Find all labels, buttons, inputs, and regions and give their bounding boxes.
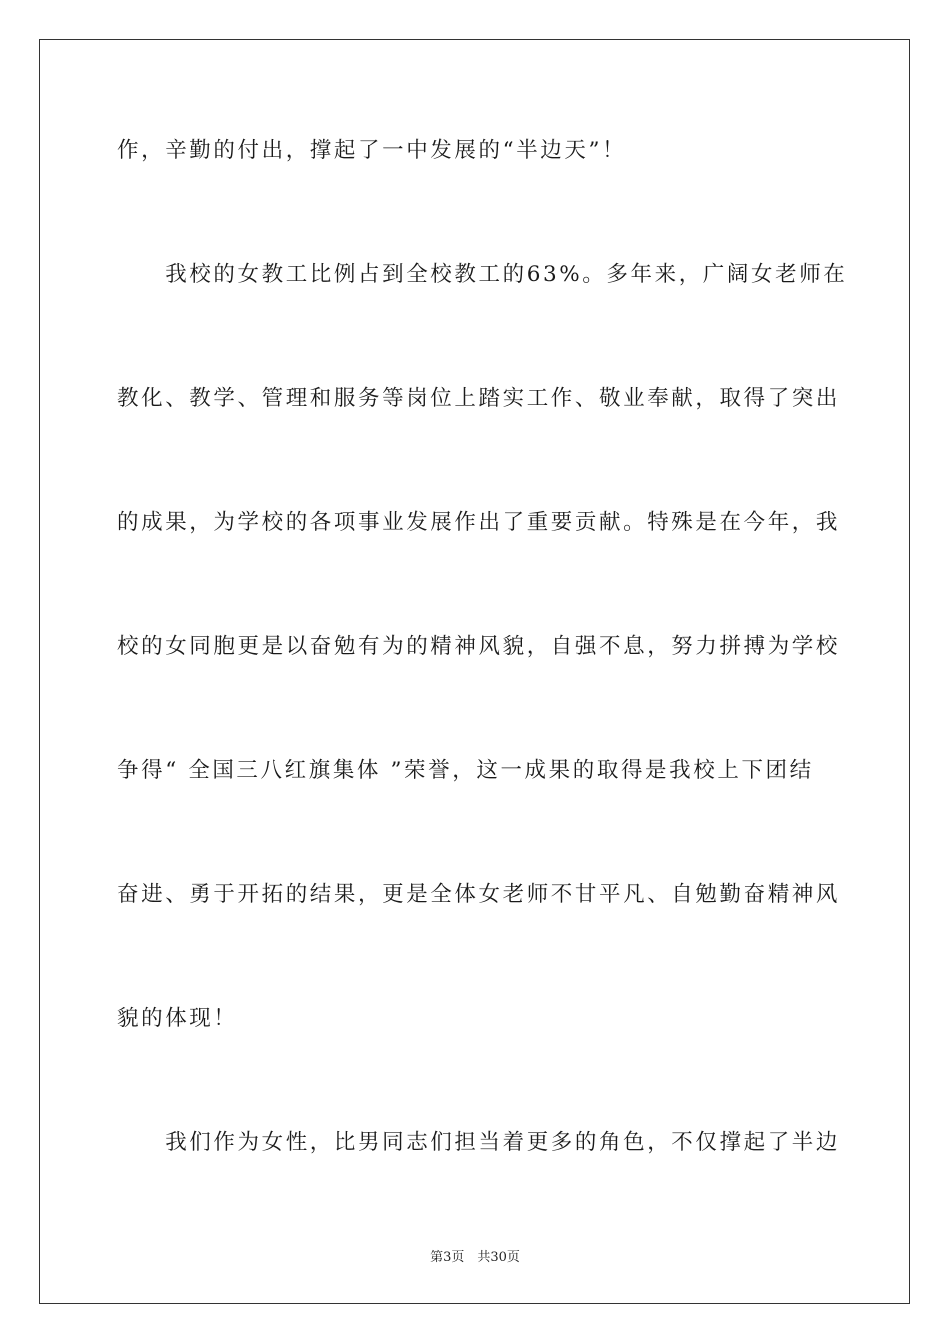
body-text-line: 教化、教学、管理和服务等岗位上踏实工作、敬业奉献，取得了突出 — [117, 386, 841, 411]
body-text-line: 我校的女教工比例占到全校教工的63%。多年来，广阔女老师在 — [117, 262, 848, 287]
body-text-line: 校的女同胞更是以奋勉有为的精神风貌，自强不息，努力拼搏为学校 — [117, 634, 841, 659]
body-text-line: 貌的体现！ — [117, 1006, 238, 1031]
body-text-line: 我们作为女性，比男同志们担当着更多的角色，不仅撑起了半边 — [117, 1130, 841, 1155]
body-text-line: 作，辛勤的付出，撑起了一中发展的“半边天”！ — [117, 138, 627, 163]
page-number-footer: 第3页 共30页 — [430, 1250, 520, 1265]
page-border — [39, 39, 910, 1304]
body-text-line: 争得“ 全国三八红旗集体 ”荣誉，这一成果的取得是我校上下团结 — [117, 758, 814, 783]
body-text-line: 奋进、勇于开拓的结果，更是全体女老师不甘平凡、自勉勤奋精神风 — [117, 882, 841, 907]
body-text-line: 的成果，为学校的各项事业发展作出了重要贡献。特殊是在今年，我 — [117, 510, 841, 535]
